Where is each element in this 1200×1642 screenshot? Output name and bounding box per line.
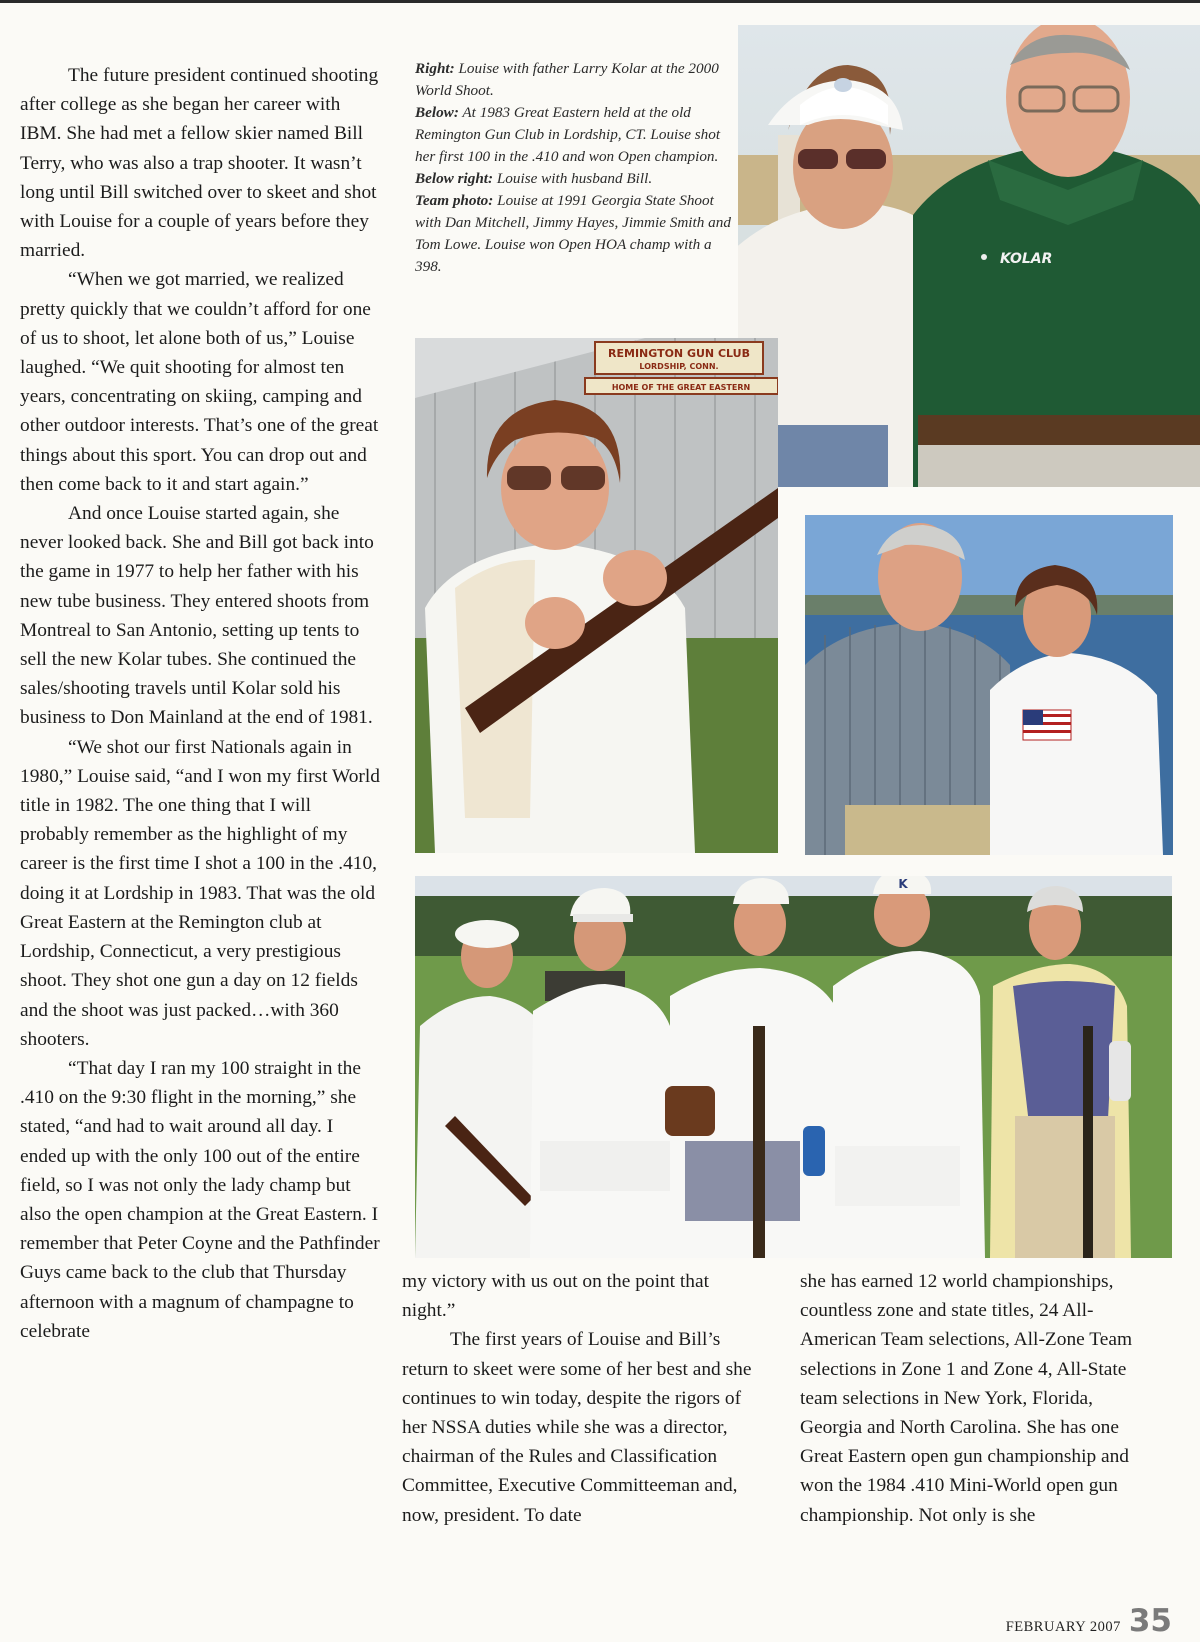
article-column-1 — [20, 61, 384, 1346]
article-paragraph: The future president continued shooting after college as she began her career with IBM. She had met a fellow skier named Bill Terry, who was also a trap shooter. It wasn’t long until Bill switched over to skeet and shot with Louise for a couple of years before they married. — [20, 65, 379, 262]
shirt-logo-text: KOLAR — [1000, 251, 1053, 267]
caption-text-right: Louise with father Larry Kolar at the 2000 World Shoot. — [415, 60, 719, 99]
sign-text-line2: LORDSHIP, CONN. — [639, 362, 719, 371]
article-paragraph: And once Louise started again, she never looked back. She and Bill got back into the game in 1977 to help her father with his new tube business. They entered shoots from Montreal to San Antonio, setting up tents to sell the new Kolar tubes. She continued the sales/shooting travels until Kolar sold his business to Don Mainland at the end of 1981. — [20, 503, 374, 729]
article-paragraph: “We shot our first Nationals again in 1980,” Louise said, “and I won my first World title in 1982. The one thing that I will probably remember as the highlight of my career is the first time I shot a 100 in the .410, doing it at Lordship in 1983. That was the old Great Eastern at the Remington club at Lordship, Connecticut, a very prestigious shoot. They shot one gun a day on 12 fields and the shoot was just packed…with 360 shooters. — [20, 736, 380, 1050]
photo-louise-with-husband — [805, 515, 1173, 855]
article-paragraph: she has earned 12 world championships, countless zone and state titles, 24 All-American Team selections, All-Zone Team selections in Zone 1 and Zone 4, All-State team selections in New York, Florida, Georgia and North Carolina. She has one Great Eastern open gun championship and won the 1984 .410 Mini-World open gun championship. Not only is she — [800, 1271, 1133, 1526]
caption-text-below: At 1983 Great Eastern held at the old Remington Gun Club in Lordship, CT. Louise shot her first 100 in the .410 and won Open champion. — [415, 104, 721, 165]
cap-letter-text: K — [898, 877, 908, 891]
article-column-3 — [800, 1267, 1154, 1530]
caption-text-below-right: Louise with husband Bill. — [493, 170, 653, 187]
article-paragraph: “That day I ran my 100 straight in the .410 on the 9:30 flight in the morning,” she stated, “and had to wait around all day. I ended up with the only 100 out of the entire field, so I was not only the lady champ but also the open champion at the Great Eastern. I remember that Peter Coyne and the Pathfinder Guys came back to the club that Thursday afternoon with a magnum of champagne to celebrate — [20, 1057, 380, 1342]
caption-label-below: Below: — [415, 104, 459, 121]
photo-louise-with-father — [738, 25, 1200, 487]
sign-text-line3: HOME OF THE GREAT EASTERN — [611, 383, 751, 392]
photo-caption — [415, 58, 737, 278]
article-column-2 — [402, 1267, 754, 1530]
caption-label-below-right: Below right: — [415, 170, 494, 187]
issue-date: FEBRUARY 2007 — [1005, 1619, 1121, 1635]
article-paragraph: The first years of Louise and Bill’s return to skeet were some of her best and she continues to win today, despite the rigors of her NSSA duties while she was a director, chairman of the Rules and Classification Committee, Executive Committeeman and, now, president. To date — [402, 1329, 752, 1526]
article-paragraph: my victory with us out on the point that night.” — [402, 1271, 709, 1322]
page-footer — [1006, 1603, 1172, 1639]
caption-label-team: Team photo: — [415, 192, 494, 209]
page-number: 35 — [1128, 1603, 1172, 1639]
sign-text-line1: REMINGTON GUN CLUB — [608, 347, 750, 360]
photo-louise-at-remington — [415, 338, 778, 853]
top-rule — [0, 0, 1200, 3]
photo-team — [415, 876, 1172, 1258]
caption-label-right: Right: — [415, 60, 455, 77]
caption-text-team: Louise at 1991 Georgia State Shoot with Dan Mitchell, Jimmy Hayes, Jimmie Smith and Tom Lowe. Louise won Open HOA champ with a 398. — [415, 192, 731, 275]
article-paragraph: “When we got married, we realized pretty quickly that we couldn’t afford for one of us to shoot, let alone both of us,” Louise laughed. “We quit shooting for almost ten years, concentrating on skiing, camping and other outdoor interests. That’s one of the great things about this sport. You can drop out and then come back to it and start again.” — [20, 269, 379, 495]
